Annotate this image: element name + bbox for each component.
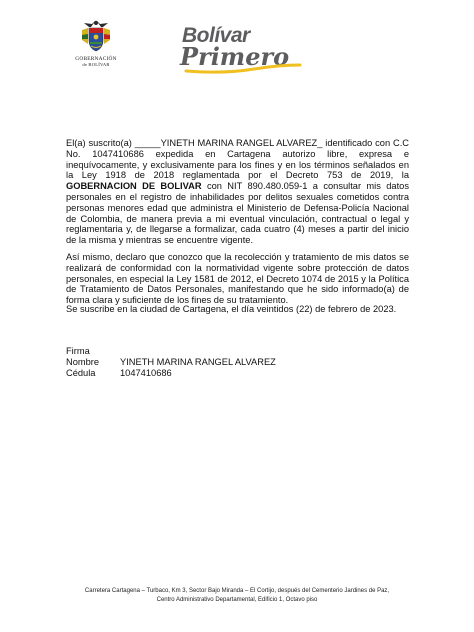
authorization-paragraph: [66, 138, 409, 246]
coat-of-arms-icon: [78, 18, 114, 54]
authorization-intro: El(a) suscrito(a) _____: [66, 138, 161, 148]
gobernacion-name: [70, 56, 122, 68]
footer-line2: Centro Administrativo Departamental, Edificio 1, Octavo piso: [156, 597, 318, 603]
brand-line2: Primero: [180, 42, 290, 71]
firma-label: Firma: [66, 346, 90, 356]
nombre-label: Nombre: [66, 356, 100, 367]
signature-block: [66, 346, 409, 378]
cedula-value: 1047410686: [120, 367, 172, 378]
signing-place-date: [66, 304, 409, 315]
gobernacion-line2: de BOLÍVAR: [82, 62, 110, 67]
nombre-row: [66, 357, 409, 368]
signing-place-date-text: Se suscribe en la ciudad de Cartagena, el día veintidos (22) de febrero de 2023.: [66, 304, 397, 314]
nombre-value: YINETH MARINA RANGEL ALVAREZ: [120, 356, 276, 367]
gobernacion-logo: [70, 18, 122, 80]
authorization-id-text: _ identificado con C.C No. 1047410686 expedida en Cartagena autorizo libre, expresa e inequívocamente, y exclusivamente para los fines y en los términos señalados en la Ley 1918 de 2018 reglamentada por el Decreto 753 de 2019, la: [66, 138, 409, 181]
footer-line1: Carretera Cartagena – Turbaco, Km 3, Sector Bajo Miranda – El Cortijo, después del Cementerio Jardines de Paz,: [84, 588, 390, 594]
footer-address: [40, 587, 434, 605]
letterhead: [70, 18, 310, 80]
cedula-label: Cédula: [66, 367, 96, 378]
brand-line1: Bolívar: [182, 24, 250, 47]
swoosh-icon: [184, 63, 302, 75]
entity-name: GOBERNACION DE BOLIVAR: [66, 181, 202, 192]
authorization-text: [66, 138, 409, 246]
data-treatment-text: Así mismo, declaro que conozco que la recolección y tratamiento de mis datos se realizará de conformidad con la normatividad vigente sobre protección de datos personales, en especial la Ley 1581 de 2012, el Decreto 1074 de 2015 y la Política de Tratamiento de Datos Personales, manifestando que he sido informado(a) de forma clara y suficiente de los fines de su tratamiento.: [66, 252, 409, 306]
bolivar-primero-logo: [180, 22, 310, 78]
gobernacion-line1: GOBERNACIÓN: [75, 56, 117, 62]
authorization-remaining-text: con NIT 890.480.059-1 a consultar mis datos personales en el registro de inhabilidades por delitos sexuales cometidos contra personas menores edad que administra el Ministerio de Defensa-Policía Nacional de Colombia, de manera previa a mi eventual vinculación, contractual o legal y reglamentaria y, de llegarse a formalizar, cada cuatro (4) meses a partir del inicio de la misma y mientras se encuentre vigente.: [66, 181, 409, 246]
cedula-row: [66, 368, 409, 379]
signer-name-inline: YINETH MARINA RANGEL ALVAREZ: [160, 138, 318, 148]
data-treatment-paragraph: [66, 252, 409, 306]
